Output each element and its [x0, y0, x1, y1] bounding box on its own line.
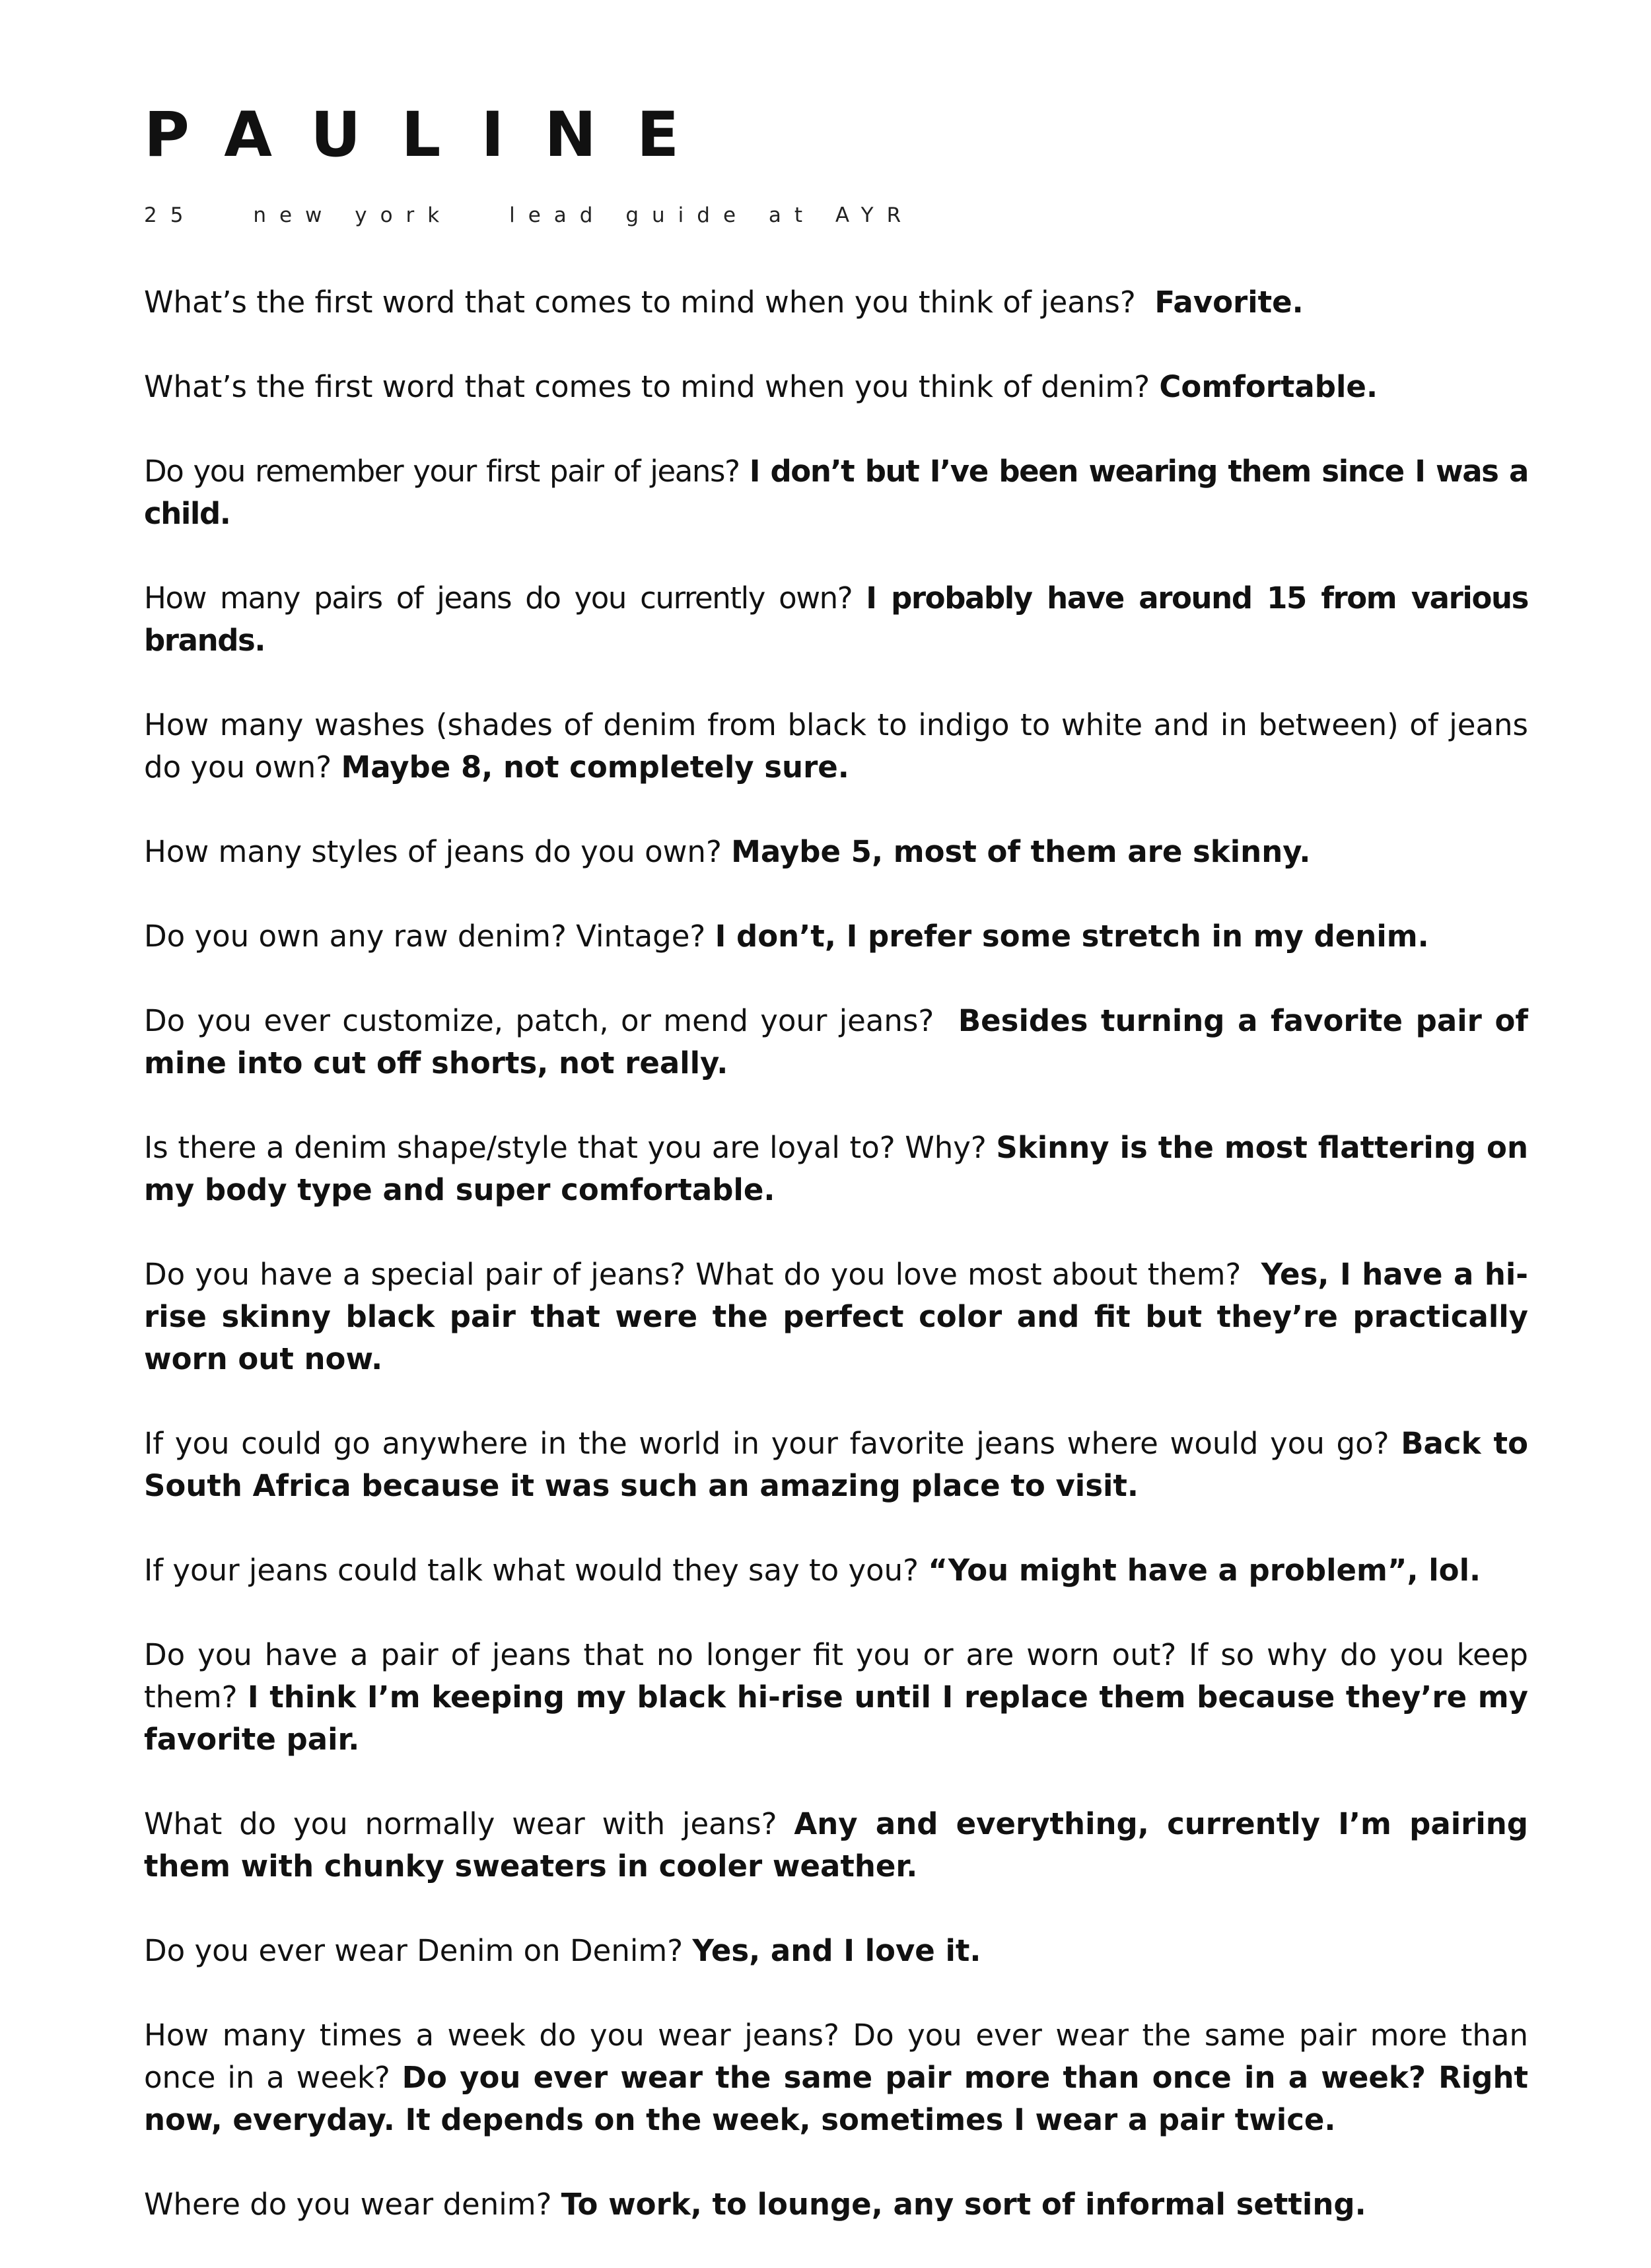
question: If your jeans could talk what would they say to you? — [144, 1553, 919, 1588]
answer: I think I’m keeping my black hi-rise until I replace them because they’re my favorite pair. — [144, 1680, 1528, 1757]
page-title: PAULINE — [144, 99, 720, 171]
question: Is there a denim shape/style that you are loyal to? Why? — [144, 1130, 987, 1165]
answer: Yes, and I love it. — [692, 1933, 981, 1968]
answer: To work, to lounge, any sort of informal setting. — [561, 2187, 1366, 2222]
qa-item — [144, 2183, 1528, 2226]
question: How many pairs of jeans do you currently own? — [144, 581, 853, 616]
question: What’s the first word that comes to mind when you think of jeans? — [144, 285, 1136, 320]
answer: Do you ever wear the same pair more than once in a week? Right now, everyday. It depends on the week, sometimes I wear a pair twice. — [144, 2060, 1528, 2137]
question: What’s the first word that comes to mind when you think of denim? — [144, 369, 1150, 404]
qa-item — [144, 450, 1528, 535]
qa-list — [144, 281, 1528, 2226]
question: Do you have a pair of jeans that no longer fit you or are worn out? If so why do you keep them? — [144, 1637, 1528, 1715]
qa-item — [144, 2014, 1528, 2141]
qa-item — [144, 281, 1528, 324]
answer: I don’t, I prefer some stretch in my denim. — [715, 919, 1429, 954]
question: Do you ever wear Denim on Denim? — [144, 1933, 684, 1968]
qa-item — [144, 915, 1528, 958]
answer: Maybe 5, most of them are skinny. — [731, 834, 1311, 869]
question: How many times a week do you wear jeans? Do you ever wear the same pair more than once in a week? — [144, 2018, 1528, 2095]
answer: Besides turning a favorite pair of mine into cut off shorts, not really. — [144, 1003, 1528, 1081]
qa-item — [144, 1930, 1528, 1972]
qa-item — [144, 831, 1528, 873]
question: If you could go anywhere in the world in your favorite jeans where would you go? — [144, 1426, 1389, 1461]
qa-item — [144, 1634, 1528, 1761]
answer: Back to South Africa because it was such an amazing place to visit. — [144, 1426, 1528, 1503]
answer: Comfortable. — [1159, 369, 1378, 404]
qa-item — [144, 1549, 1528, 1592]
answer: Favorite. — [1154, 285, 1304, 320]
question: Do you ever customize, patch, or mend your jeans? — [144, 1003, 934, 1038]
subtitle-age: 25 — [144, 203, 197, 227]
answer: Any and everything, currently I’m pairing them with chunky sweaters in cooler weather. — [144, 1806, 1529, 1884]
qa-item — [144, 577, 1528, 662]
answer: Skinny is the most flattering on my body type and super comfortable. — [144, 1130, 1529, 1207]
answer: Yes, I have a hi-rise skinny black pair that were the perfect color and fit but they’re practically worn out now. — [144, 1257, 1528, 1376]
qa-item — [144, 1803, 1528, 1888]
question: How many styles of jeans do you own? — [144, 834, 722, 869]
subtitle-city: new york — [253, 203, 453, 227]
qa-item — [144, 1000, 1528, 1084]
question: Do you own any raw denim? Vintage? — [144, 919, 706, 954]
qa-item — [144, 366, 1528, 408]
answer: Maybe 8, not completely sure. — [341, 750, 849, 785]
question: How many washes (shades of denim from black to indigo to white and in between) of jeans do you own? — [144, 707, 1528, 785]
question: What do you normally wear with jeans? — [144, 1806, 777, 1841]
subtitle — [144, 202, 1528, 229]
interview-page — [144, 99, 1528, 2268]
qa-item — [144, 1127, 1528, 1211]
question: Do you have a special pair of jeans? What do you love most about them? — [144, 1257, 1242, 1292]
answer: “You might have a problem”, lol. — [928, 1553, 1481, 1588]
qa-item — [144, 1423, 1528, 1507]
qa-item — [144, 1254, 1528, 1380]
question: Where do you wear denim? — [144, 2187, 552, 2222]
answer: I don’t but I’ve been wearing them since I was a child. — [144, 454, 1528, 531]
question: Do you remember your first pair of jeans? — [144, 454, 740, 489]
answer: I probably have around 15 from various brands. — [144, 581, 1528, 658]
qa-item — [144, 704, 1528, 789]
subtitle-role: lead guide at AYR — [509, 203, 915, 227]
